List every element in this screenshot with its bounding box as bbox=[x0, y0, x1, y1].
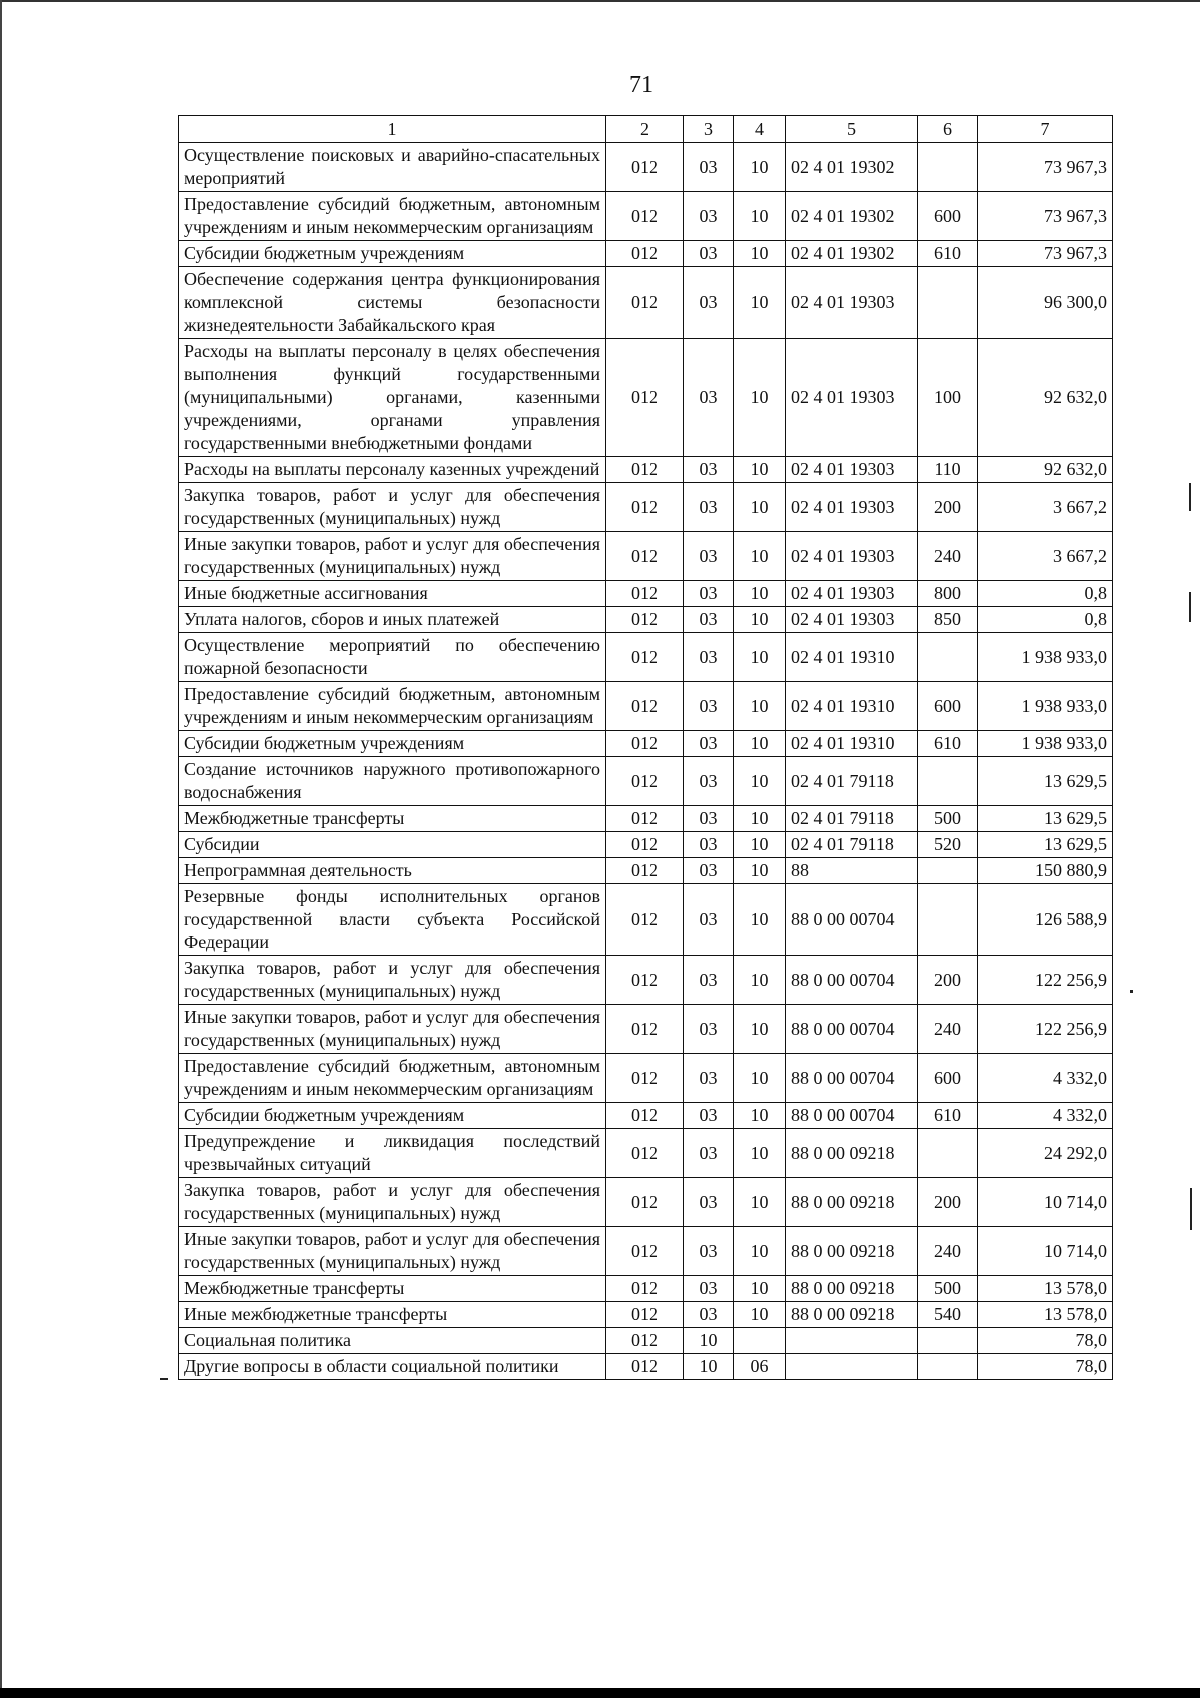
row-ministry: 012 bbox=[606, 832, 684, 858]
row-section: 03 bbox=[684, 532, 734, 581]
row-amount: 24 292,0 bbox=[978, 1129, 1113, 1178]
row-target-code bbox=[786, 1354, 918, 1380]
row-ministry: 012 bbox=[606, 483, 684, 532]
row-subsection: 10 bbox=[734, 806, 786, 832]
table-row bbox=[179, 832, 1113, 858]
row-section: 03 bbox=[684, 1103, 734, 1129]
header-col-5: 5 bbox=[786, 116, 918, 143]
row-name: Обеспечение содержания центра функционирования комплексной системы безопасности жизнедеятельности Забайкальского края bbox=[179, 267, 606, 339]
row-subsection: 10 bbox=[734, 731, 786, 757]
row-ministry: 012 bbox=[606, 267, 684, 339]
row-name: Иные межбюджетные трансферты bbox=[179, 1302, 606, 1328]
row-target-code: 88 0 00 09218 bbox=[786, 1302, 918, 1328]
row-amount: 0,8 bbox=[978, 581, 1113, 607]
row-target-code: 02 4 01 79118 bbox=[786, 806, 918, 832]
row-amount: 122 256,9 bbox=[978, 1005, 1113, 1054]
row-amount: 4 332,0 bbox=[978, 1054, 1113, 1103]
row-name: Иные закупки товаров, работ и услуг для обеспечения государственных (муниципальных) нужд bbox=[179, 1227, 606, 1276]
table-row bbox=[179, 858, 1113, 884]
scan-speck bbox=[1130, 990, 1133, 993]
table-row bbox=[179, 1354, 1113, 1380]
row-expense-type: 500 bbox=[918, 806, 978, 832]
row-name: Закупка товаров, работ и услуг для обеспечения государственных (муниципальных) нужд bbox=[179, 956, 606, 1005]
row-name: Расходы на выплаты персоналу казенных учреждений bbox=[179, 457, 606, 483]
row-name: Предупреждение и ликвидация последствий чрезвычайных ситуаций bbox=[179, 1129, 606, 1178]
header-col-3: 3 bbox=[684, 116, 734, 143]
row-subsection: 10 bbox=[734, 1227, 786, 1276]
row-expense-type: 100 bbox=[918, 339, 978, 457]
row-subsection: 10 bbox=[734, 884, 786, 956]
row-expense-type bbox=[918, 757, 978, 806]
row-ministry: 012 bbox=[606, 581, 684, 607]
header-row bbox=[179, 116, 1113, 143]
row-section: 03 bbox=[684, 884, 734, 956]
row-section: 03 bbox=[684, 457, 734, 483]
row-ministry: 012 bbox=[606, 633, 684, 682]
row-ministry: 012 bbox=[606, 858, 684, 884]
row-amount: 1 938 933,0 bbox=[978, 731, 1113, 757]
row-ministry: 012 bbox=[606, 1129, 684, 1178]
row-section: 03 bbox=[684, 267, 734, 339]
row-section: 03 bbox=[684, 192, 734, 241]
row-amount: 92 632,0 bbox=[978, 339, 1113, 457]
row-target-code: 02 4 01 19302 bbox=[786, 192, 918, 241]
row-ministry: 012 bbox=[606, 956, 684, 1005]
row-ministry: 012 bbox=[606, 241, 684, 267]
row-target-code: 88 0 00 09218 bbox=[786, 1129, 918, 1178]
row-ministry: 012 bbox=[606, 1178, 684, 1227]
scan-left-border bbox=[0, 0, 2, 1698]
scan-speck bbox=[1189, 483, 1191, 511]
table-row bbox=[179, 1178, 1113, 1227]
row-name: Субсидии bbox=[179, 832, 606, 858]
table-row bbox=[179, 1005, 1113, 1054]
row-ministry: 012 bbox=[606, 1103, 684, 1129]
row-target-code: 02 4 01 19302 bbox=[786, 143, 918, 192]
row-amount: 13 629,5 bbox=[978, 757, 1113, 806]
row-section: 03 bbox=[684, 832, 734, 858]
table-row bbox=[179, 806, 1113, 832]
row-target-code: 88 0 00 09218 bbox=[786, 1227, 918, 1276]
row-name: Осуществление поисковых и аварийно-спасательных мероприятий bbox=[179, 143, 606, 192]
row-section: 03 bbox=[684, 339, 734, 457]
row-amount: 13 629,5 bbox=[978, 832, 1113, 858]
table-row bbox=[179, 1227, 1113, 1276]
row-target-code: 02 4 01 19303 bbox=[786, 457, 918, 483]
row-subsection: 10 bbox=[734, 192, 786, 241]
row-subsection: 10 bbox=[734, 832, 786, 858]
row-section: 03 bbox=[684, 757, 734, 806]
row-name: Межбюджетные трансферты bbox=[179, 806, 606, 832]
table-row bbox=[179, 1302, 1113, 1328]
row-expense-type: 240 bbox=[918, 1227, 978, 1276]
row-name: Уплата налогов, сборов и иных платежей bbox=[179, 607, 606, 633]
row-target-code bbox=[786, 1328, 918, 1354]
row-name: Закупка товаров, работ и услуг для обеспечения государственных (муниципальных) нужд bbox=[179, 483, 606, 532]
row-ministry: 012 bbox=[606, 1054, 684, 1103]
row-target-code: 88 0 00 00704 bbox=[786, 1054, 918, 1103]
row-name: Предоставление субсидий бюджетным, автономным учреждениям и иным некоммерческим организациям bbox=[179, 682, 606, 731]
row-expense-type bbox=[918, 858, 978, 884]
row-expense-type: 500 bbox=[918, 1276, 978, 1302]
table-row bbox=[179, 532, 1113, 581]
row-section: 03 bbox=[684, 581, 734, 607]
row-subsection: 10 bbox=[734, 1302, 786, 1328]
row-expense-type: 610 bbox=[918, 241, 978, 267]
row-amount: 10 714,0 bbox=[978, 1227, 1113, 1276]
row-section: 03 bbox=[684, 607, 734, 633]
row-expense-type: 240 bbox=[918, 532, 978, 581]
row-name: Расходы на выплаты персоналу в целях обеспечения выполнения функций государственными (муниципальными) органами, казенными учреждениями, органами управления государственными внебюджетными фондами bbox=[179, 339, 606, 457]
row-ministry: 012 bbox=[606, 143, 684, 192]
row-name: Иные закупки товаров, работ и услуг для обеспечения государственных (муниципальных) нужд bbox=[179, 532, 606, 581]
row-amount: 1 938 933,0 bbox=[978, 682, 1113, 731]
row-ministry: 012 bbox=[606, 682, 684, 731]
row-ministry: 012 bbox=[606, 607, 684, 633]
row-expense-type bbox=[918, 143, 978, 192]
row-subsection: 10 bbox=[734, 757, 786, 806]
row-name: Резервные фонды исполнительных органов государственной власти субъекта Российской Федерации bbox=[179, 884, 606, 956]
row-subsection: 10 bbox=[734, 267, 786, 339]
row-expense-type bbox=[918, 1354, 978, 1380]
row-amount: 122 256,9 bbox=[978, 956, 1113, 1005]
row-expense-type: 200 bbox=[918, 483, 978, 532]
row-section: 03 bbox=[684, 1005, 734, 1054]
row-section: 03 bbox=[684, 682, 734, 731]
row-expense-type: 600 bbox=[918, 682, 978, 731]
row-subsection: 10 bbox=[734, 956, 786, 1005]
table-row bbox=[179, 1328, 1113, 1354]
row-subsection: 10 bbox=[734, 607, 786, 633]
row-amount: 96 300,0 bbox=[978, 267, 1113, 339]
row-subsection: 10 bbox=[734, 457, 786, 483]
table-row bbox=[179, 884, 1113, 956]
header-col-6: 6 bbox=[918, 116, 978, 143]
row-section: 03 bbox=[684, 483, 734, 532]
row-amount: 92 632,0 bbox=[978, 457, 1113, 483]
table-row bbox=[179, 192, 1113, 241]
row-expense-type bbox=[918, 1328, 978, 1354]
row-subsection bbox=[734, 1328, 786, 1354]
row-section: 03 bbox=[684, 1178, 734, 1227]
row-ministry: 012 bbox=[606, 806, 684, 832]
row-expense-type: 850 bbox=[918, 607, 978, 633]
row-ministry: 012 bbox=[606, 1276, 684, 1302]
row-name: Субсидии бюджетным учреждениям bbox=[179, 1103, 606, 1129]
row-expense-type: 200 bbox=[918, 956, 978, 1005]
row-subsection: 10 bbox=[734, 532, 786, 581]
row-ministry: 012 bbox=[606, 757, 684, 806]
row-ministry: 012 bbox=[606, 339, 684, 457]
row-name: Создание источников наружного противопожарного водоснабжения bbox=[179, 757, 606, 806]
row-section: 03 bbox=[684, 731, 734, 757]
row-name: Иные бюджетные ассигнования bbox=[179, 581, 606, 607]
row-amount: 1 938 933,0 bbox=[978, 633, 1113, 682]
table-body bbox=[179, 143, 1113, 1380]
row-target-code: 88 0 00 09218 bbox=[786, 1276, 918, 1302]
row-expense-type: 520 bbox=[918, 832, 978, 858]
row-target-code: 02 4 01 19303 bbox=[786, 581, 918, 607]
row-target-code: 88 bbox=[786, 858, 918, 884]
row-section: 10 bbox=[684, 1328, 734, 1354]
row-target-code: 02 4 01 19310 bbox=[786, 633, 918, 682]
table-row bbox=[179, 956, 1113, 1005]
row-subsection: 10 bbox=[734, 858, 786, 884]
row-name: Непрограммная деятельность bbox=[179, 858, 606, 884]
row-expense-type: 600 bbox=[918, 192, 978, 241]
row-amount: 13 629,5 bbox=[978, 806, 1113, 832]
table-row bbox=[179, 757, 1113, 806]
row-expense-type bbox=[918, 884, 978, 956]
row-expense-type: 800 bbox=[918, 581, 978, 607]
row-amount: 126 588,9 bbox=[978, 884, 1113, 956]
row-ministry: 012 bbox=[606, 1227, 684, 1276]
row-target-code: 02 4 01 19303 bbox=[786, 267, 918, 339]
row-name: Межбюджетные трансферты bbox=[179, 1276, 606, 1302]
page-number: 71 bbox=[629, 72, 653, 98]
row-name: Предоставление субсидий бюджетным, автономным учреждениям и иным некоммерческим организациям bbox=[179, 1054, 606, 1103]
row-amount: 73 967,3 bbox=[978, 143, 1113, 192]
row-subsection: 10 bbox=[734, 339, 786, 457]
row-target-code: 02 4 01 19310 bbox=[786, 682, 918, 731]
row-section: 03 bbox=[684, 1129, 734, 1178]
table-row bbox=[179, 633, 1113, 682]
scan-speck bbox=[1189, 592, 1191, 622]
row-section: 03 bbox=[684, 1227, 734, 1276]
row-target-code: 88 0 00 00704 bbox=[786, 884, 918, 956]
table-row bbox=[179, 241, 1113, 267]
row-target-code: 88 0 00 00704 bbox=[786, 1103, 918, 1129]
scan-speck bbox=[160, 1378, 168, 1380]
row-subsection: 10 bbox=[734, 581, 786, 607]
row-name: Предоставление субсидий бюджетным, автономным учреждениям и иным некоммерческим организациям bbox=[179, 192, 606, 241]
row-ministry: 012 bbox=[606, 1328, 684, 1354]
table-row bbox=[179, 731, 1113, 757]
row-amount: 3 667,2 bbox=[978, 483, 1113, 532]
row-amount: 3 667,2 bbox=[978, 532, 1113, 581]
row-name: Закупка товаров, работ и услуг для обеспечения государственных (муниципальных) нужд bbox=[179, 1178, 606, 1227]
row-amount: 73 967,3 bbox=[978, 192, 1113, 241]
row-section: 03 bbox=[684, 633, 734, 682]
table-row bbox=[179, 581, 1113, 607]
row-amount: 150 880,9 bbox=[978, 858, 1113, 884]
row-expense-type: 540 bbox=[918, 1302, 978, 1328]
row-expense-type: 200 bbox=[918, 1178, 978, 1227]
row-expense-type: 610 bbox=[918, 731, 978, 757]
table-row bbox=[179, 267, 1113, 339]
scan-top-border bbox=[0, 0, 1200, 2]
row-amount: 0,8 bbox=[978, 607, 1113, 633]
row-target-code: 02 4 01 19303 bbox=[786, 607, 918, 633]
row-name: Осуществление мероприятий по обеспечению пожарной безопасности bbox=[179, 633, 606, 682]
row-amount: 13 578,0 bbox=[978, 1276, 1113, 1302]
row-name: Субсидии бюджетным учреждениям bbox=[179, 241, 606, 267]
row-ministry: 012 bbox=[606, 1354, 684, 1380]
scan-bottom-border bbox=[0, 1688, 1200, 1698]
row-section: 03 bbox=[684, 143, 734, 192]
row-amount: 78,0 bbox=[978, 1354, 1113, 1380]
row-expense-type: 240 bbox=[918, 1005, 978, 1054]
row-target-code: 88 0 00 00704 bbox=[786, 956, 918, 1005]
row-subsection: 06 bbox=[734, 1354, 786, 1380]
row-subsection: 10 bbox=[734, 633, 786, 682]
row-subsection: 10 bbox=[734, 1005, 786, 1054]
row-subsection: 10 bbox=[734, 483, 786, 532]
header-col-4: 4 bbox=[734, 116, 786, 143]
row-expense-type bbox=[918, 633, 978, 682]
row-name: Иные закупки товаров, работ и услуг для обеспечения государственных (муниципальных) нужд bbox=[179, 1005, 606, 1054]
row-name: Другие вопросы в области социальной политики bbox=[179, 1354, 606, 1380]
row-section: 03 bbox=[684, 241, 734, 267]
row-subsection: 10 bbox=[734, 1178, 786, 1227]
row-ministry: 012 bbox=[606, 532, 684, 581]
row-target-code: 88 0 00 00704 bbox=[786, 1005, 918, 1054]
row-expense-type: 110 bbox=[918, 457, 978, 483]
row-name: Субсидии бюджетным учреждениям bbox=[179, 731, 606, 757]
row-target-code: 02 4 01 19303 bbox=[786, 483, 918, 532]
row-target-code: 02 4 01 19310 bbox=[786, 731, 918, 757]
row-ministry: 012 bbox=[606, 1005, 684, 1054]
row-section: 03 bbox=[684, 806, 734, 832]
scan-speck bbox=[1190, 1188, 1192, 1230]
row-subsection: 10 bbox=[734, 1103, 786, 1129]
row-amount: 73 967,3 bbox=[978, 241, 1113, 267]
row-section: 03 bbox=[684, 956, 734, 1005]
row-expense-type bbox=[918, 267, 978, 339]
row-expense-type bbox=[918, 1129, 978, 1178]
row-target-code: 88 0 00 09218 bbox=[786, 1178, 918, 1227]
row-amount: 4 332,0 bbox=[978, 1103, 1113, 1129]
row-expense-type: 610 bbox=[918, 1103, 978, 1129]
table-row bbox=[179, 483, 1113, 532]
row-section: 10 bbox=[684, 1354, 734, 1380]
table-row bbox=[179, 1276, 1113, 1302]
row-target-code: 02 4 01 79118 bbox=[786, 832, 918, 858]
budget-table bbox=[178, 115, 1113, 1380]
row-ministry: 012 bbox=[606, 884, 684, 956]
header-col-7: 7 bbox=[978, 116, 1113, 143]
row-subsection: 10 bbox=[734, 1276, 786, 1302]
row-amount: 13 578,0 bbox=[978, 1302, 1113, 1328]
row-target-code: 02 4 01 19302 bbox=[786, 241, 918, 267]
row-amount: 10 714,0 bbox=[978, 1178, 1113, 1227]
row-name: Социальная политика bbox=[179, 1328, 606, 1354]
row-target-code: 02 4 01 19303 bbox=[786, 339, 918, 457]
row-subsection: 10 bbox=[734, 682, 786, 731]
table-row bbox=[179, 1054, 1113, 1103]
table-row bbox=[179, 1103, 1113, 1129]
row-subsection: 10 bbox=[734, 143, 786, 192]
row-amount: 78,0 bbox=[978, 1328, 1113, 1354]
row-ministry: 012 bbox=[606, 731, 684, 757]
row-target-code: 02 4 01 19303 bbox=[786, 532, 918, 581]
table-row bbox=[179, 143, 1113, 192]
table-row bbox=[179, 607, 1113, 633]
table-row bbox=[179, 682, 1113, 731]
row-section: 03 bbox=[684, 1054, 734, 1103]
table-row bbox=[179, 457, 1113, 483]
row-subsection: 10 bbox=[734, 1054, 786, 1103]
row-expense-type: 600 bbox=[918, 1054, 978, 1103]
row-ministry: 012 bbox=[606, 457, 684, 483]
header-col-1: 1 bbox=[179, 116, 606, 143]
row-subsection: 10 bbox=[734, 241, 786, 267]
row-section: 03 bbox=[684, 858, 734, 884]
table-row bbox=[179, 339, 1113, 457]
table-row bbox=[179, 1129, 1113, 1178]
row-ministry: 012 bbox=[606, 1302, 684, 1328]
row-ministry: 012 bbox=[606, 192, 684, 241]
header-col-2: 2 bbox=[606, 116, 684, 143]
row-target-code: 02 4 01 79118 bbox=[786, 757, 918, 806]
row-section: 03 bbox=[684, 1276, 734, 1302]
table-header bbox=[179, 116, 1113, 143]
row-subsection: 10 bbox=[734, 1129, 786, 1178]
row-section: 03 bbox=[684, 1302, 734, 1328]
